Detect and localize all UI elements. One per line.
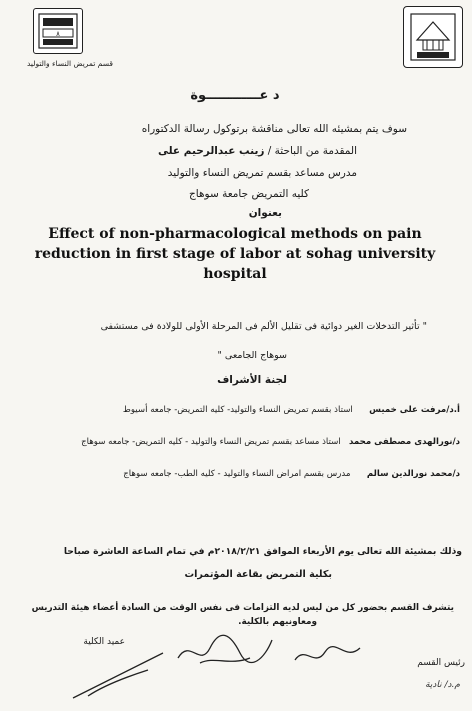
english-title: Effect of non-pharmacological methods on pain reduction in first stage of labor at sohag university hospital <box>34 226 436 282</box>
intro-line: سوف يتم بمشيئه الله تعالى مناقشة برتوكول رسالة الدكتوراه <box>141 123 407 135</box>
committee-member <box>10 437 460 447</box>
dean-label: عميد الكلية <box>83 637 125 647</box>
member-name: د/محمد نورالدين سالم <box>366 469 460 479</box>
presenter-line <box>37 145 357 157</box>
university-logo <box>403 6 463 68</box>
dean-slash-signature-icon <box>68 648 168 703</box>
presenter-position: مدرس مساعد بقسم تمريض النساء والتوليد <box>167 167 357 179</box>
arabic-title-line2: سوهاج الجامعى " <box>217 350 287 361</box>
head-label: رئيس القسم <box>417 658 465 668</box>
faculty-logo <box>33 8 83 54</box>
svg-text:٨: ٨ <box>56 30 60 38</box>
member-name: د/نورالهدى مصطفى محمد <box>348 437 460 447</box>
closing-line1: يتشرف القسم بحضور كل من ليس لديه التزامات فى نفس الوقت من السادة أعضاء هيئة التدريس <box>31 603 454 613</box>
member-position: مدرس بقسم امراض النساء والتوليد - كليه الطب- جامعه سوهاج <box>123 469 351 479</box>
member-position: استاذ مساعد بقسم تمريض النساء والتوليد - كليه التمريض- جامعه سوهاج <box>81 437 341 447</box>
university-emblem-icon <box>407 10 459 64</box>
member-position: استاذ بقسم تمريض النساء والتوليد- كليه التمريض- جامعه أسيوط <box>122 405 353 415</box>
member-name: أ.د/مرفت على خميس <box>369 405 460 415</box>
presenter-label: المقدمة من الباحثة / <box>267 145 357 157</box>
committee-heading: لجنة الأشراف <box>217 374 287 386</box>
faculty-line: كليه التمريض جامعة سوهاج <box>189 188 309 200</box>
arabic-title-line1: " تأثير التدخلات الغير دوائية فى تقليل الألم فى المرحلة الأولى للولادة فى مستشفى <box>100 321 427 332</box>
closing-line2: ومعاونيهم بالكلية. <box>238 617 317 627</box>
title-label: بعنوان <box>248 207 282 219</box>
presenter-name: زينب عبدالرحيم على <box>157 145 265 157</box>
invitation-title: د عــــــــــــوة <box>190 88 280 103</box>
dean-signature-icon <box>170 628 280 673</box>
committee-member <box>20 469 460 479</box>
head-signature-icon <box>290 640 365 670</box>
department-label: قسم تمريض النساء والتوليد <box>26 59 113 68</box>
schedule-line1: وذلك بمشيئة الله تعالى يوم الأربعاء الموافق ٢٠١٨/٢/٢١م في تمام الساعة العاشرة صباحا <box>63 546 462 557</box>
schedule-line2: بكلية التمريض بقاعة المؤتمرات <box>184 569 332 580</box>
handwritten-note: م.د/ نادية <box>425 680 460 690</box>
faculty-emblem-icon <box>37 12 79 50</box>
committee-member <box>20 405 460 415</box>
